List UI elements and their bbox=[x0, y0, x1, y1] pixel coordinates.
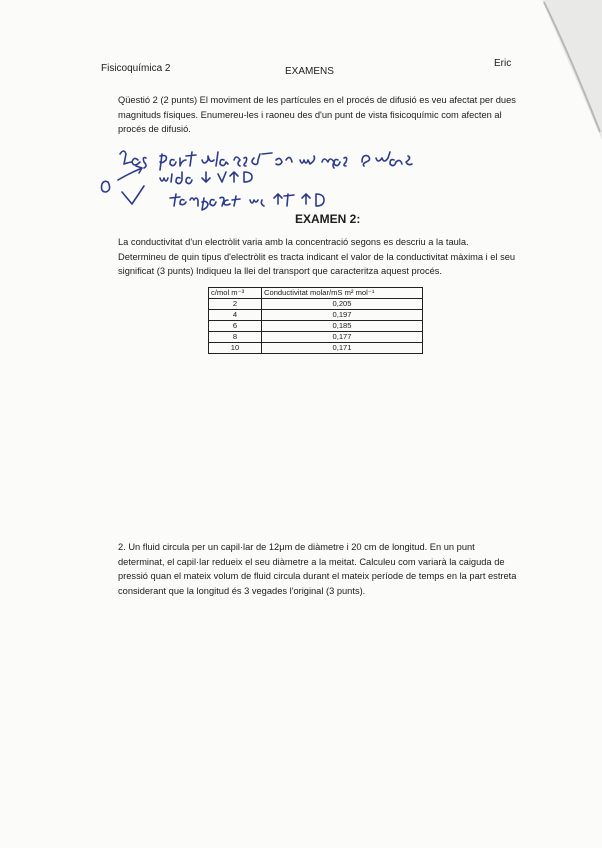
handwritten-answer bbox=[100, 140, 420, 220]
conductivity-cell: 0,185 bbox=[262, 321, 423, 332]
student-name: Eric bbox=[494, 58, 512, 69]
table-header-row bbox=[209, 288, 423, 299]
concentration-cell: 2 bbox=[209, 299, 262, 310]
concentration-cell: 8 bbox=[209, 332, 262, 343]
table-row bbox=[209, 321, 423, 332]
conductivity-cell: 0,205 bbox=[262, 299, 423, 310]
conductivity-cell: 0,171 bbox=[262, 343, 423, 354]
table-row bbox=[209, 310, 423, 321]
table-row bbox=[209, 299, 423, 310]
table-row bbox=[209, 343, 423, 354]
column-header-concentration: c/mol m⁻³ bbox=[209, 288, 262, 299]
page-edge-shadow bbox=[522, 0, 602, 140]
concentration-cell: 4 bbox=[209, 310, 262, 321]
question-diffusion: Qüestió 2 (2 punts) El moviment de les partícules en el procés de difusió es veu afectat per dues magnituds físiques. Enumereu-les i raoneu des d'un punt de vista fisicoquímic com afecten al procés de difusió. bbox=[118, 95, 516, 134]
conductivity-table bbox=[208, 287, 423, 354]
concentration-cell: 6 bbox=[209, 321, 262, 332]
concentration-cell: 10 bbox=[209, 343, 262, 354]
conductivity-cell: 0,177 bbox=[262, 332, 423, 343]
question-fluid: 2. Un fluid circula per un capil·lar de 12μm de diàmetre i 20 cm de longitud. En un punt determinat, el capil·lar redueix el seu diàmetre a la meitat. Calculeu com variarà la caiguda de pressió quan el mateix volum de fluid circula durant el mateix període de temps en la part estreta considerant que la longitud és 3 vegades l'original (3 punts). bbox=[118, 542, 517, 596]
column-header-conductivity: Conductivitat molar/mS m² mol⁻¹ bbox=[262, 288, 423, 299]
document-title: EXAMENS bbox=[285, 66, 334, 77]
exam-2-title: EXAMEN 2: bbox=[295, 212, 361, 226]
course-title: Fisicoquímica 2 bbox=[101, 63, 171, 74]
conductivity-cell: 0,197 bbox=[262, 310, 423, 321]
question-conductivity: La conductivitat d'un electròlit varia amb la concentració segons es descriu a la taula. Determineu de quin tipus d'electròlit es tracta indicant el valor de la conductivitat màxima i el seu significat (3 punts) Indiqueu la llei del transport que caracteritza aquest procés. bbox=[118, 237, 516, 276]
table-row bbox=[209, 332, 423, 343]
